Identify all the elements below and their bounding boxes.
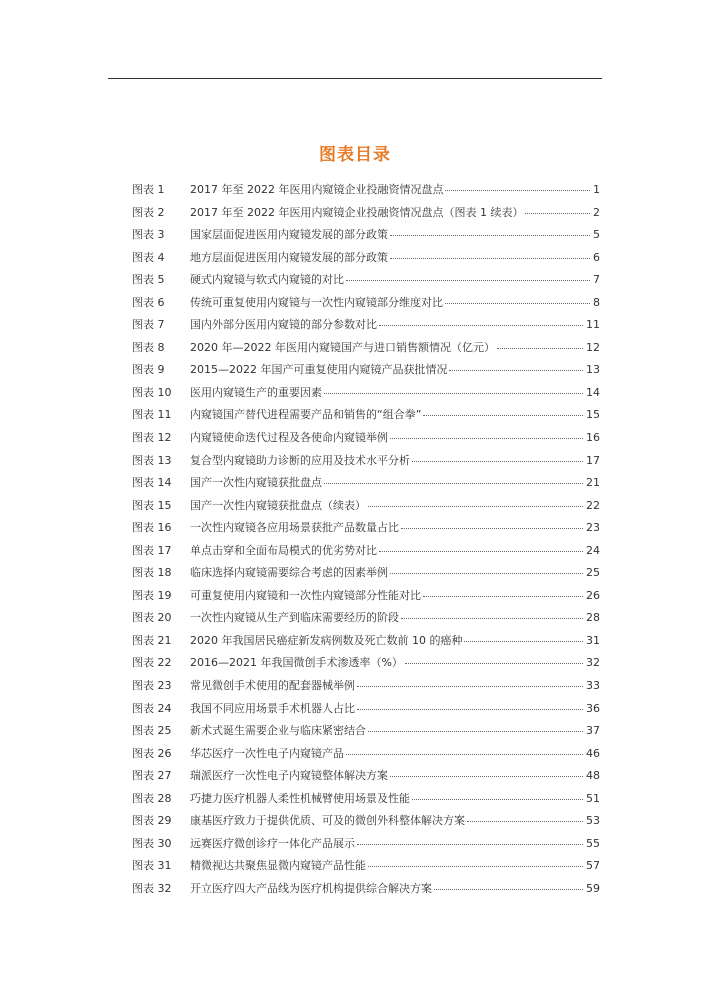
- toc-figure-number: 图表 8: [132, 340, 165, 354]
- toc-entry[interactable]: [132, 429, 600, 452]
- toc-figure-number: 图表 9: [132, 363, 165, 377]
- toc-entry[interactable]: [132, 835, 600, 858]
- toc-page-number: 59: [586, 881, 600, 895]
- toc-dot-leader: [368, 731, 583, 732]
- table-of-figures: [132, 181, 600, 903]
- toc-page-number: 1: [593, 183, 600, 196]
- toc-entry-title: 我国不同应用场景手术机器人占比: [190, 701, 355, 715]
- toc-page-number: 15: [586, 408, 600, 422]
- toc-entry[interactable]: [132, 609, 600, 632]
- toc-figure-number: 图表 25: [132, 724, 172, 738]
- toc-entry[interactable]: [132, 745, 600, 768]
- toc-page-number: 33: [586, 679, 600, 693]
- toc-figure-number: 图表 32: [132, 881, 172, 895]
- toc-entry[interactable]: [132, 384, 600, 407]
- toc-entry-title: 2015—2022 年国产可重复使用内窥镜产品获批情况: [190, 363, 448, 377]
- toc-entry-title: 一次性内窥镜从生产到临床需要经历的阶段: [190, 611, 399, 625]
- toc-dot-leader: [467, 821, 583, 822]
- toc-entry-title: 2017 年至 2022 年医用内窥镜企业投融资情况盘点（图表 1 续表）: [190, 205, 524, 219]
- page-title: 图表目录: [319, 145, 391, 165]
- toc-page-number: 31: [586, 633, 600, 647]
- toc-entry[interactable]: [132, 497, 600, 520]
- toc-entry[interactable]: [132, 339, 600, 362]
- toc-dot-leader: [434, 889, 583, 890]
- toc-dot-leader: [390, 573, 583, 574]
- toc-dot-leader: [357, 686, 583, 687]
- toc-dot-leader: [324, 483, 583, 484]
- toc-entry[interactable]: [132, 654, 600, 677]
- toc-page-number: 13: [586, 363, 600, 377]
- toc-figure-number: 图表 13: [132, 453, 172, 467]
- toc-entry-title: 2020 年我国居民癌症新发病例数及死亡数前 10 的癌种: [190, 633, 463, 647]
- toc-page-number: 16: [586, 431, 600, 445]
- toc-entry[interactable]: [132, 700, 600, 723]
- toc-figure-number: 图表 19: [132, 588, 172, 602]
- toc-figure-number: 图表 23: [132, 679, 172, 693]
- toc-entry[interactable]: [132, 542, 600, 565]
- toc-page-number: 21: [586, 476, 600, 490]
- toc-dot-leader: [368, 866, 583, 867]
- toc-dot-leader: [324, 393, 583, 394]
- toc-figure-number: 图表 22: [132, 656, 172, 670]
- toc-entry-title: 国产一次性内窥镜获批盘点: [190, 476, 322, 490]
- toc-entry-title: 内窥镜国产替代进程需要产品和销售的“组合拳”: [190, 408, 422, 422]
- toc-page-number: 25: [586, 566, 600, 580]
- toc-dot-leader: [497, 348, 583, 349]
- toc-entry-title: 华芯医疗一次性电子内窥镜产品: [190, 746, 344, 760]
- toc-figure-number: 图表 18: [132, 566, 172, 580]
- toc-figure-number: 图表 6: [132, 295, 165, 309]
- toc-figure-number: 图表 29: [132, 814, 172, 828]
- toc-figure-number: 图表 27: [132, 769, 172, 783]
- toc-page-number: 8: [593, 295, 600, 309]
- toc-entry-title: 临床选择内窥镜需要综合考虑的因素举例: [190, 566, 388, 580]
- toc-figure-number: 图表 10: [132, 385, 172, 399]
- toc-dot-leader: [346, 280, 590, 281]
- toc-entry[interactable]: [132, 249, 600, 272]
- toc-figure-number: 图表 31: [132, 859, 172, 873]
- toc-dot-leader: [368, 506, 583, 507]
- toc-dot-leader: [449, 370, 583, 371]
- toc-page-number: 55: [586, 836, 600, 850]
- toc-entry-title: 一次性内窥镜各应用场景获批产品数量占比: [190, 521, 399, 535]
- toc-entry-title: 康基医疗致力于提供优质、可及的微创外科整体解决方案: [190, 814, 465, 828]
- toc-page-number: 5: [593, 228, 600, 242]
- toc-entry-title: 医用内窥镜生产的重要因素: [190, 385, 322, 399]
- toc-entry-title: 远赛医疗微创诊疗一体化产品展示: [190, 836, 355, 850]
- toc-dot-leader: [412, 461, 583, 462]
- toc-figure-number: 图表 3: [132, 228, 165, 242]
- toc-dot-leader: [390, 235, 590, 236]
- toc-entry[interactable]: [132, 880, 600, 903]
- toc-dot-leader: [423, 596, 583, 597]
- toc-page-number: 22: [586, 498, 600, 512]
- toc-entry-title: 2016—2021 年我国微创手术渗透率（%）: [190, 656, 403, 670]
- toc-dot-leader: [412, 799, 583, 800]
- toc-entry-title: 内窥镜使命迭代过程及各使命内窥镜举例: [190, 431, 388, 445]
- toc-figure-number: 图表 14: [132, 476, 172, 490]
- toc-page-number: 26: [586, 588, 600, 602]
- toc-dot-leader: [379, 551, 583, 552]
- toc-page-number: 57: [586, 859, 600, 873]
- toc-entry-title: 常见微创手术使用的配套器械举例: [190, 679, 355, 693]
- toc-dot-leader: [401, 528, 583, 529]
- toc-figure-number: 图表 24: [132, 701, 172, 715]
- toc-page-number: 46: [586, 746, 600, 760]
- toc-page-number: 37: [586, 724, 600, 738]
- toc-page-number: 28: [586, 611, 600, 625]
- toc-figure-number: 图表 7: [132, 318, 165, 332]
- toc-entry-title: 国内外部分医用内窥镜的部分参数对比: [190, 318, 377, 332]
- toc-page-number: 17: [586, 453, 600, 467]
- toc-page-number: 32: [586, 656, 600, 670]
- toc-entry-title: 传统可重复使用内窥镜与一次性内窥镜部分维度对比: [190, 295, 443, 309]
- toc-dot-leader: [464, 641, 583, 642]
- toc-page-number: 53: [586, 814, 600, 828]
- toc-entry[interactable]: [132, 857, 600, 880]
- toc-dot-leader: [357, 844, 583, 845]
- toc-figure-number: 图表 12: [132, 431, 172, 445]
- toc-page-number: 2: [593, 205, 600, 219]
- toc-dot-leader: [390, 776, 583, 777]
- header-rule: [108, 78, 602, 79]
- toc-entry[interactable]: [132, 204, 600, 227]
- toc-entry-title: 单点击穿和全面布局模式的优劣势对比: [190, 543, 377, 557]
- toc-figure-number: 图表 26: [132, 746, 172, 760]
- toc-entry[interactable]: [132, 294, 600, 317]
- toc-page-number: 6: [593, 250, 600, 264]
- toc-figure-number: 图表 21: [132, 633, 172, 647]
- toc-entry[interactable]: [132, 271, 600, 294]
- toc-dot-leader: [346, 754, 583, 755]
- toc-entry[interactable]: [132, 722, 600, 745]
- toc-figure-number: 图表 11: [132, 408, 172, 422]
- toc-entry[interactable]: [132, 181, 600, 204]
- toc-page-number: 7: [593, 273, 600, 287]
- toc-entry[interactable]: [132, 519, 600, 542]
- toc-entry-title: 地方层面促进医用内窥镜发展的部分政策: [190, 250, 388, 264]
- toc-dot-leader: [390, 258, 590, 259]
- toc-page-number: 51: [586, 791, 600, 805]
- toc-entry-title: 国家层面促进医用内窥镜发展的部分政策: [190, 228, 388, 242]
- toc-page-number: 24: [586, 543, 600, 557]
- toc-entry-title: 2020 年—2022 年医用内窥镜国产与进口销售额情况（亿元）: [190, 340, 495, 354]
- toc-entry-title: 2017 年至 2022 年医用内窥镜企业投融资情况盘点: [190, 183, 444, 196]
- toc-figure-number: 图表 16: [132, 521, 172, 535]
- toc-figure-number: 图表 2: [132, 205, 165, 219]
- toc-entry-title: 巧捷力医疗机器人柔性机械臂使用场景及性能: [190, 791, 410, 805]
- toc-entry[interactable]: [132, 767, 600, 790]
- toc-entry[interactable]: [132, 790, 600, 813]
- toc-entry[interactable]: [132, 474, 600, 497]
- toc-page-number: 36: [586, 701, 600, 715]
- toc-dot-leader: [405, 663, 583, 664]
- toc-entry-title: 可重复使用内窥镜和一次性内窥镜部分性能对比: [190, 588, 421, 602]
- toc-entry[interactable]: [132, 812, 600, 835]
- toc-dot-leader: [423, 415, 583, 416]
- toc-page-number: 48: [586, 769, 600, 783]
- toc-figure-number: 图表 4: [132, 250, 165, 264]
- toc-figure-number: 图表 28: [132, 791, 172, 805]
- toc-entry[interactable]: [132, 316, 600, 339]
- toc-entry[interactable]: [132, 452, 600, 475]
- toc-figure-number: 图表 15: [132, 498, 172, 512]
- toc-page-number: 11: [586, 318, 600, 332]
- toc-entry[interactable]: [132, 406, 600, 429]
- toc-figure-number: 图表 1: [132, 183, 165, 196]
- toc-entry-title: 新术式诞生需要企业与临床紧密结合: [190, 724, 366, 738]
- toc-entry[interactable]: [132, 677, 600, 700]
- toc-dot-leader: [379, 325, 583, 326]
- toc-entry-title: 精微视达共聚焦显微内窥镜产品性能: [190, 859, 366, 873]
- toc-dot-leader: [357, 709, 583, 710]
- toc-entry-title: 开立医疗四大产品线为医疗机构提供综合解决方案: [190, 881, 432, 895]
- toc-entry-title: 瑞派医疗一次性电子内窥镜整体解决方案: [190, 769, 388, 783]
- toc-figure-number: 图表 5: [132, 273, 165, 287]
- toc-entry[interactable]: [132, 361, 600, 384]
- toc-dot-leader: [390, 438, 583, 439]
- toc-figure-number: 图表 17: [132, 543, 172, 557]
- toc-page-number: 23: [586, 521, 600, 535]
- toc-entry[interactable]: [132, 226, 600, 249]
- toc-figure-number: 图表 30: [132, 836, 172, 850]
- toc-entry[interactable]: [132, 564, 600, 587]
- toc-dot-leader: [445, 303, 590, 304]
- toc-dot-leader: [525, 213, 590, 214]
- toc-page-number: 14: [586, 385, 600, 399]
- toc-dot-leader: [401, 618, 583, 619]
- toc-entry-title: 国产一次性内窥镜获批盘点（续表）: [190, 498, 366, 512]
- toc-page-number: 12: [586, 340, 600, 354]
- toc-entry-title: 复合型内窥镜助力诊断的应用及技术水平分析: [190, 453, 410, 467]
- toc-entry-title: 硬式内窥镜与软式内窥镜的对比: [190, 273, 344, 287]
- toc-entry[interactable]: [132, 587, 600, 610]
- toc-dot-leader: [445, 190, 590, 191]
- toc-entry[interactable]: [132, 632, 600, 655]
- toc-figure-number: 图表 20: [132, 611, 172, 625]
